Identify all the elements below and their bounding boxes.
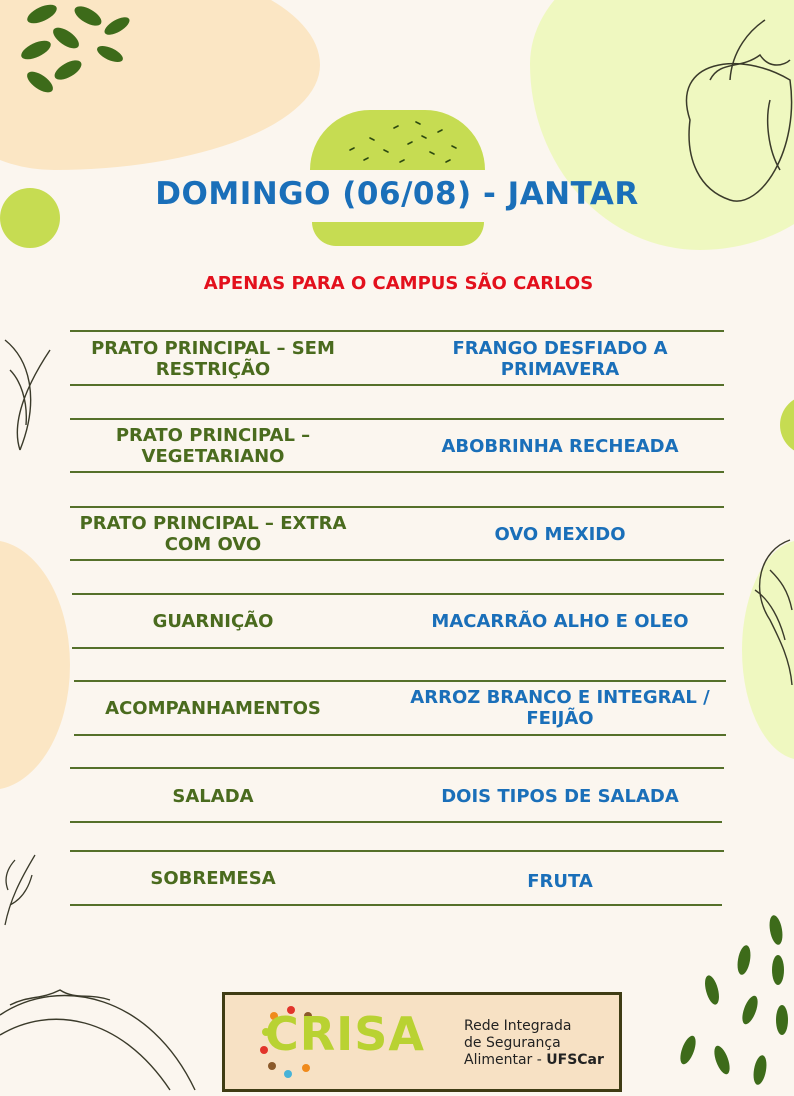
bun-bottom-decor [312,222,484,246]
leaf-pattern-icon-bottom [670,910,794,1096]
sesame-seeds-icon [310,110,485,170]
row-divider [74,734,726,736]
chard-icon [740,530,794,690]
page-title: DOMINGO (06/08) - JANTAR [155,176,639,212]
logo-line: Rede Integrada [464,1018,572,1034]
leaf-pattern-icon [0,0,140,100]
row-divider [70,384,724,386]
menu-category: PRATO PRINCIPAL – VEGETARIANO [115,425,311,467]
herb-icon [0,850,40,930]
menu-category: SALADA [172,785,254,807]
crisa-logo-subtitle [464,1018,604,1069]
lettuce-icon [0,330,55,460]
menu-category: PRATO PRINCIPAL – SEM RESTRIÇÃO [91,338,335,380]
row-divider [70,506,724,508]
decor-dot-right [780,395,794,455]
crisa-logo-text: CRISA [265,1007,426,1061]
campus-notice: APENAS PARA O CAMPUS SÃO CARLOS [203,273,594,294]
taco-icon [0,975,200,1096]
row-divider [70,418,724,420]
menu-item: MACARRÃO ALHO E OLEO [431,610,689,632]
row-divider [70,559,724,561]
row-divider [70,471,724,473]
menu-item: OVO MEXIDO [494,523,626,545]
logo-line-bold: UFSCar [546,1052,604,1068]
row-divider [72,593,724,595]
row-divider [70,330,724,332]
menu-item: FRANGO DESFIADO A PRIMAVERA [452,338,668,380]
menu-category: GUARNIÇÃO [152,610,274,632]
bun-top-decor [310,110,485,170]
row-divider [72,647,724,649]
row-divider [70,821,722,823]
row-divider [74,680,726,682]
menu-item: FRUTA [527,870,593,892]
menu-item: DOIS TIPOS DE SALADA [441,785,679,807]
menu-item: ABOBRINHA RECHEADA [441,435,679,457]
menu-item: ARROZ BRANCO E INTEGRAL / FEIJÃO [410,687,710,729]
row-divider [70,850,724,852]
row-divider [70,767,724,769]
decor-peach-blob-left [0,540,70,790]
menu-category: SOBREMESA [150,867,276,889]
menu-category: PRATO PRINCIPAL – EXTRA COM OVO [79,513,347,555]
menu-category: ACOMPANHAMENTOS [105,697,321,719]
logo-line: de Segurança [464,1035,561,1051]
logo-line: Alimentar - [464,1052,547,1068]
